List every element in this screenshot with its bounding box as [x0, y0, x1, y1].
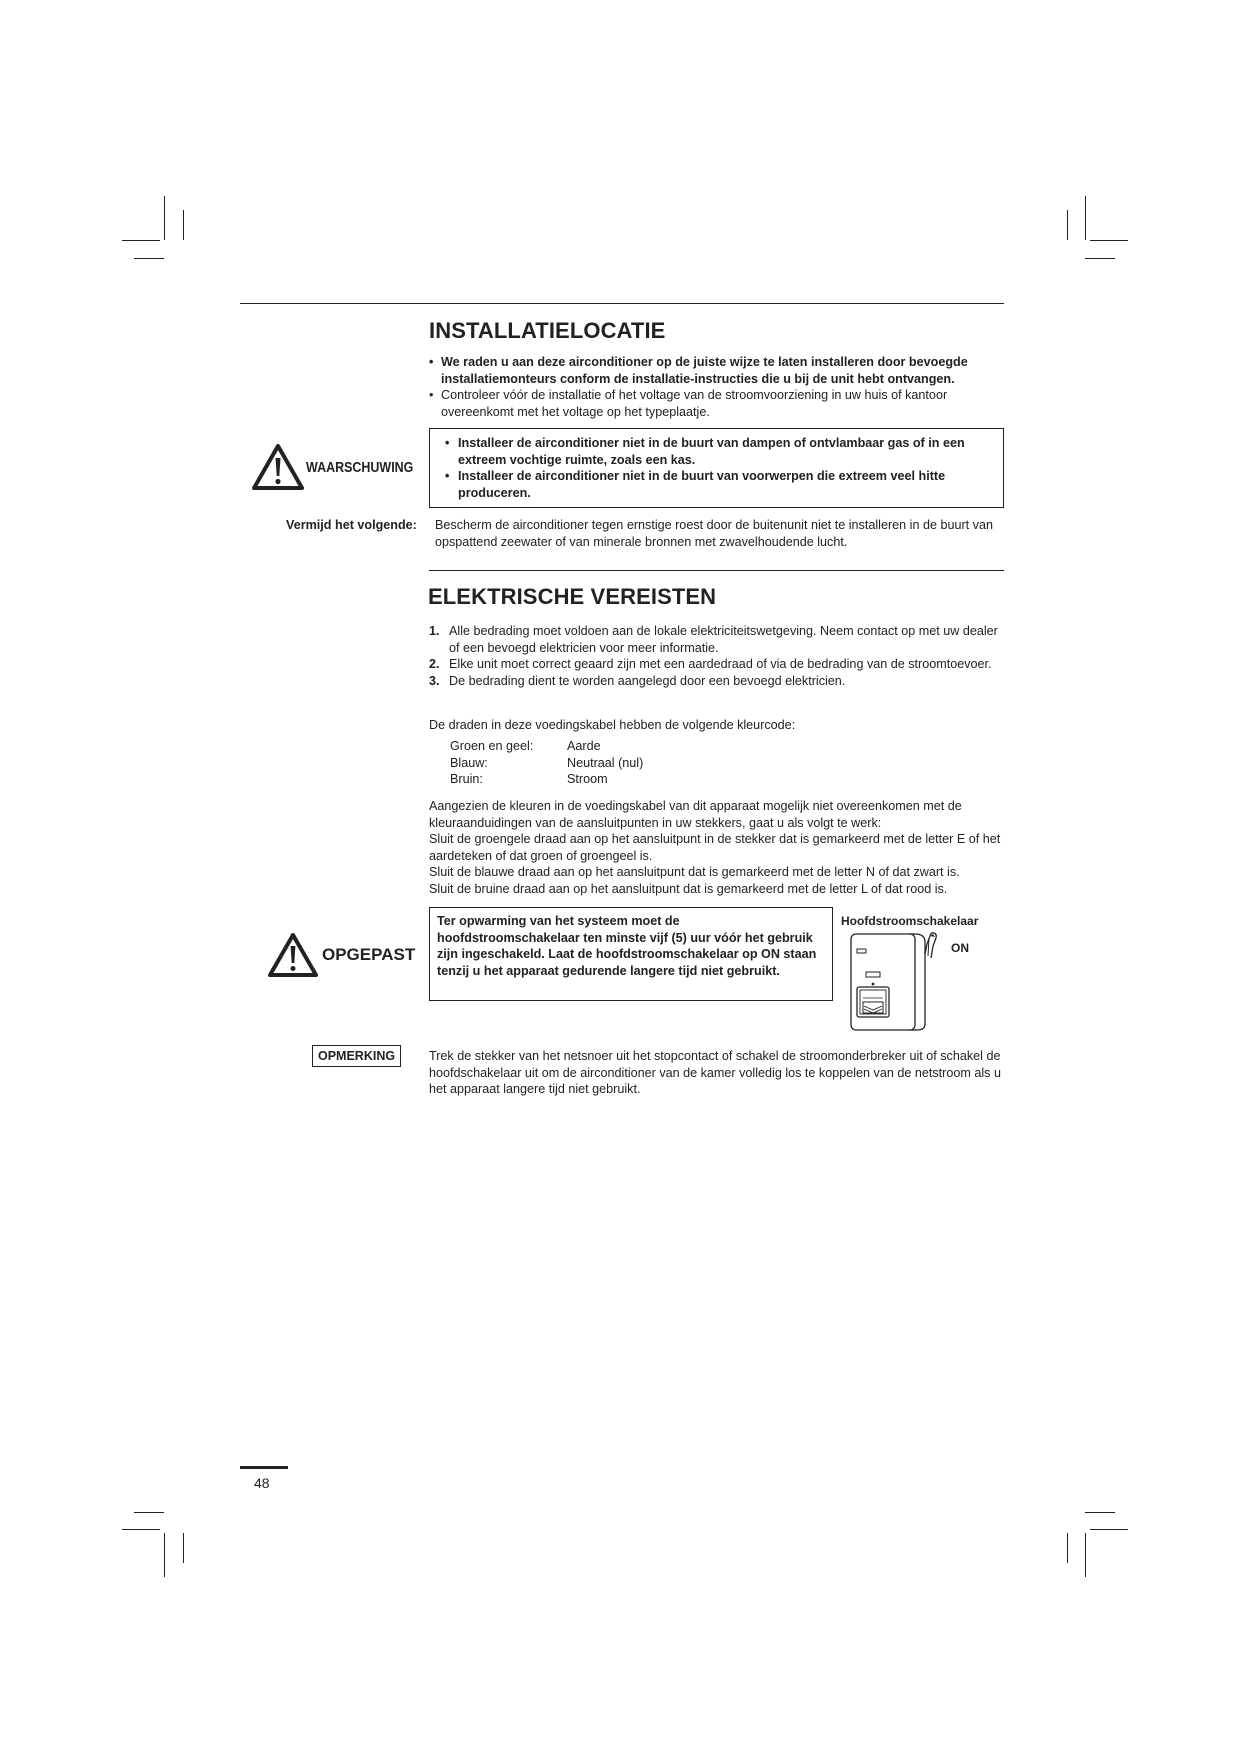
bullet-item: • We raden u aan deze airconditioner op de juiste wijze te laten installeren door bevoegde installatiemonteurs conform de installatie-instructies die u bij de unit hebt ontvangen.	[429, 354, 1004, 387]
instruction-line: Sluit de bruine draad aan op het aansluitpunt dat is gemarkeerd met de letter L of dat rood is.	[429, 881, 948, 896]
requirement-item: 3. De bedrading dient te worden aangelegd door een bevoegd elektricien.	[429, 673, 846, 688]
color-row: Groen en geel: Aarde	[450, 739, 601, 753]
figure-title: Hoofdstroomschakelaar	[841, 914, 979, 928]
page-number: 48	[254, 1475, 270, 1491]
avoid-text: Bescherm de airconditioner tegen ernstige roest door de buitenunit niet te installeren in de buurt van opspattend zeewater of van minerale bronnen met zwavelhoudende lucht.	[435, 518, 993, 549]
note-label: OPMERKING	[318, 1049, 396, 1063]
caution-box	[429, 907, 833, 1001]
section-title-installatielocatie: INSTALLATIELOCATIE	[429, 318, 666, 343]
warning-item: • Installeer de airconditioner niet in de buurt van voorwerpen die extreem veel hitte produceren.	[445, 468, 995, 501]
section-title-elektrische-vereisten: ELEKTRISCHE VEREISTEN	[428, 584, 717, 609]
instruction-line: Sluit de blauwe draad aan op het aansluitpunt dat is gemarkeerd met de letter N of dat zwart is.	[429, 865, 960, 879]
caution-label: OPGEPAST	[322, 945, 416, 964]
warning-list	[437, 435, 995, 501]
page-number-bar	[240, 1466, 288, 1469]
main-switch-illustration	[845, 928, 945, 1032]
requirement-item: 1. Alle bedrading moet voldoen aan de lokale elektriciteitswetgeving. Neem contact op met uw dealer of een bevoegd elektricien voor meer informatie.	[429, 624, 998, 655]
warning-label: WAARSCHUWING	[306, 460, 414, 476]
color-intro: De draden in deze voedingskabel hebben de volgende kleurcode:	[429, 718, 796, 732]
on-label: ON	[951, 941, 969, 955]
section-divider	[429, 570, 1004, 571]
caution-icon	[268, 932, 318, 978]
note-text: Trek de stekker van het netsnoer uit het stopcontact of schakel de stroomonderbreker uit of schakel de hoofdschakelaar uit om de airconditioner van de kamer volledig los te koppelen van de netstroom als u het apparaat langere tijd niet gebruikt.	[429, 1049, 1001, 1096]
instruction-line: Sluit de groengele draad aan op het aansluitpunt in de stekker dat is gemarkeerd met de letter E of het aardeteken of dat groen of groengeel is.	[429, 832, 1001, 863]
wiring-instructions	[429, 798, 1004, 897]
warning-item: • Installeer de airconditioner niet in de buurt van dampen of ontvlambaar gas of in een extreem vochtige ruimte, zoals een kas.	[445, 435, 995, 468]
requirements-list	[429, 623, 1004, 689]
color-code-table	[450, 738, 643, 788]
note-label-box	[312, 1045, 401, 1067]
installation-bullets	[429, 354, 1004, 420]
bullet-item: • Controleer vóór de installatie of het voltage van de stroomvoorziening in uw huis of kantoor overeenkomt met het voltage op het typeplaatje.	[429, 387, 1004, 420]
color-row: Blauw: Neutraal (nul)	[450, 755, 644, 770]
color-row: Bruin: Stroom	[450, 772, 608, 786]
avoid-label: Vermijd het volgende:	[286, 518, 417, 532]
warning-box	[429, 428, 1004, 508]
caution-text: Ter opwarming van het systeem moet de hoofdstroomschakelaar ten minste vijf (5) uur vóór het gebruik zijn ingeschakeld. Laat de hoofdstroomschakelaar op ON staan tenzij u het apparaat gedurende langere tijd niet gebruikt.	[437, 914, 817, 978]
warning-icon	[252, 443, 304, 491]
requirement-item: 2. Elke unit moet correct geaard zijn met een aardedraad of via de bedrading van de stroomtoevoer.	[429, 657, 992, 671]
section-divider	[240, 303, 1004, 304]
instruction-line: Aangezien de kleuren in de voedingskabel van dit apparaat mogelijk niet overeenkomen met de kleuraanduidingen van de aansluitpunten in uw stekkers, gaat u als volgt te werk:	[429, 799, 962, 830]
